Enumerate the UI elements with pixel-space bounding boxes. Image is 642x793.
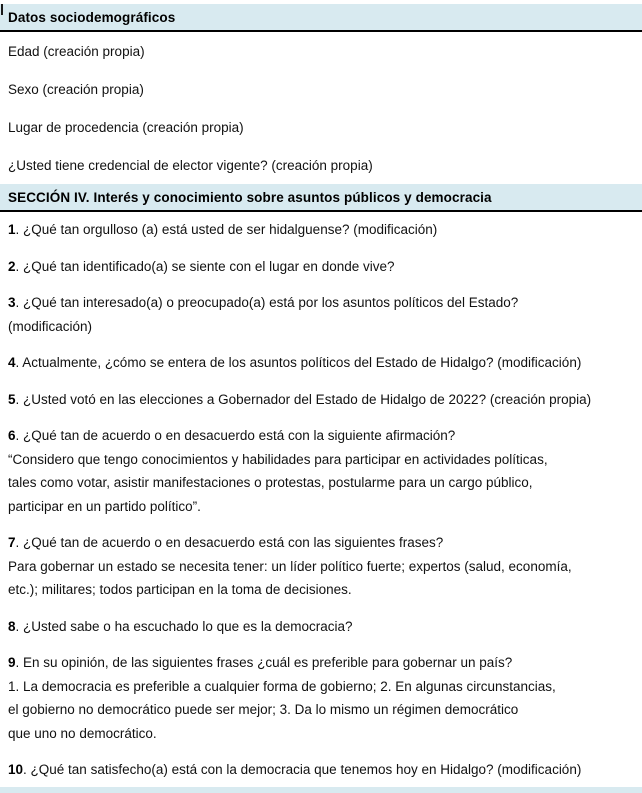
questionnaire-table [0,4,642,793]
question-item [8,531,634,602]
question-continuation-line: “Considero que tengo conocimientos y habilidades para participar en actividades políticas, [8,451,548,467]
question-text: . ¿Qué tan de acuerdo o en desacuerdo está con las siguientes frases? [15,535,444,550]
question-continuation-line: (modificación) [8,318,93,334]
question-first-line [8,388,634,412]
section-header-sociodemographics: Datos sociodemográficos [0,4,642,32]
table-row [0,70,642,108]
question-first-line [8,255,634,279]
table-border-fragment [1,4,3,15]
question-number: 6 [8,428,16,443]
question-text: . ¿Usted sabe o ha escuchado lo que es la democracia? [15,618,353,634]
question-item [8,615,634,639]
question-item [8,388,634,412]
question-first-line [8,615,634,639]
question-text: . ¿Qué tan orgulloso (a) está usted de ser hidalguense? (modificación) [15,222,438,237]
question-text: . ¿Qué tan satisfecho(a) está con la democracia que tenemos hoy en Hidalgo? (modificación) [23,762,582,777]
question-number: 8 [8,618,16,634]
question-continuation-line: 1. La democracia es preferible a cualquier forma de gobierno; 2. En algunas circunstancias, [8,678,556,694]
table-row-label: Sexo (creación propia) [8,81,144,97]
question-continuation-line: tales como votar, asistir manifestaciones o protestas, postularme para un cargo público, [8,475,533,490]
next-section-header-cutoff [0,787,642,793]
question-number: 10 [8,762,24,777]
question-first-line [8,424,634,448]
question-item [8,758,634,782]
question-text: . ¿Qué tan interesado(a) o preocupado(a) está por los asuntos políticos del Estado? [15,295,519,310]
question-first-line [8,531,634,555]
table-row [0,32,642,70]
question-continuation-line: etc.); militares; todos participan en la toma de decisiones. [8,582,352,597]
question-item [8,651,634,745]
question-continuation-line: el gobierno no democrático puede ser mejor; 3. Da lo mismo un régimen democrático [8,702,519,717]
question-item [8,255,634,279]
table-row-label: Lugar de procedencia (creación propia) [8,119,244,135]
section-header-seccion-iv: SECCIÓN IV. Interés y conocimiento sobre asuntos públicos y democracia [0,184,642,212]
question-item [8,351,634,375]
question-text: . ¿Qué tan identificado(a) se siente con el lugar en donde vive? [15,258,395,274]
question-text: . En su opinión, de las siguientes frases ¿cuál es preferible para gobernar un país? [15,655,513,670]
table-row [0,108,642,146]
question-number: 9 [8,655,16,670]
question-first-line [8,351,634,375]
sociodemographic-rows [0,32,642,184]
table-row [0,146,642,184]
question-text: . ¿Qué tan de acuerdo o en desacuerdo está con la siguiente afirmación? [15,428,456,443]
question-number: 4 [8,355,16,370]
question-text: . Actualmente, ¿cómo se entera de los asuntos políticos del Estado de Hidalgo? (modificación) [15,355,582,370]
question-text: . ¿Usted votó en las elecciones a Gobernador del Estado de Hidalgo de 2022? (creación propia) [15,391,592,407]
question-number: 1 [8,222,16,237]
question-item [8,424,634,518]
question-first-line [8,758,634,782]
question-continuation-line: participar en un partido político”. [8,498,201,514]
table-row-label: Edad (creación propia) [8,43,145,59]
question-number: 7 [8,535,16,550]
question-list [0,212,642,782]
question-first-line [8,291,634,315]
question-first-line [8,651,634,675]
question-first-line [8,218,634,242]
question-item [8,218,634,242]
question-number: 5 [8,391,16,407]
table-row-label: ¿Usted tiene credencial de elector vigente? (creación propia) [8,157,373,173]
question-continuation-line: Para gobernar un estado se necesita tener: un líder político fuerte; expertos (salud, economía, [8,558,572,574]
question-continuation-line: que uno no democrático. [8,725,157,741]
question-item [8,291,634,338]
question-number: 3 [8,295,16,310]
question-number: 2 [8,258,16,274]
